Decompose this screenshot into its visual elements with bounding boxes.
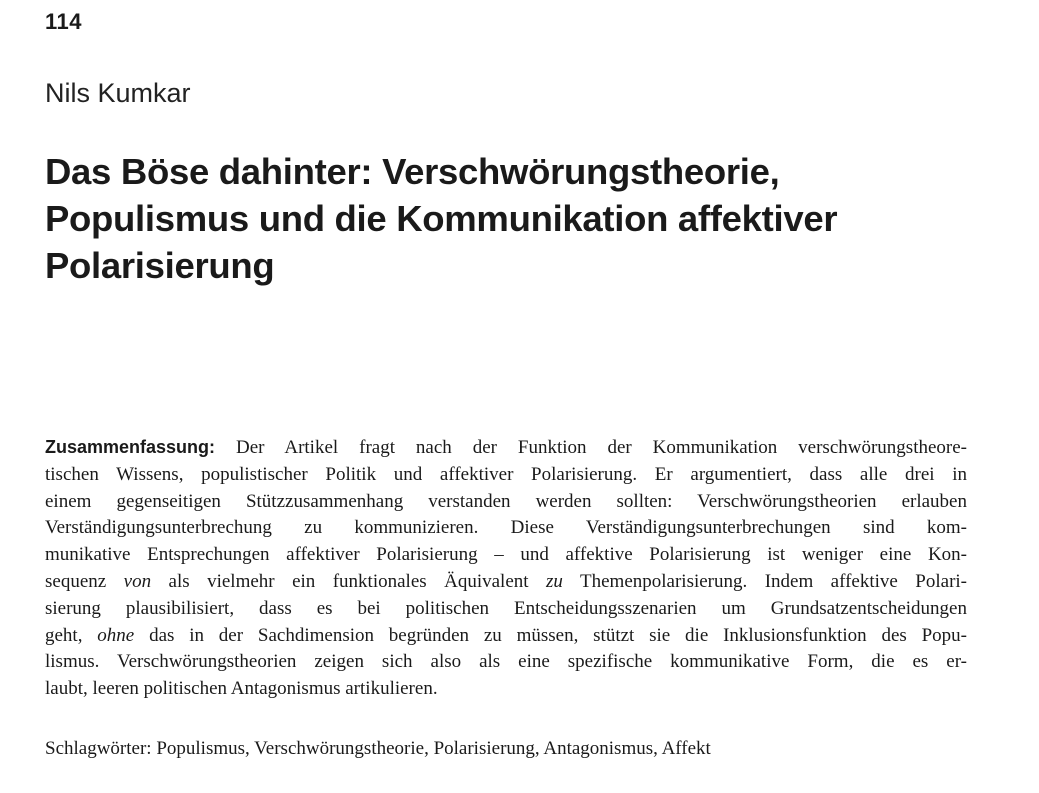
abstract — [45, 434, 967, 703]
abstract-text-1: Der Artikel fragt nach der Funktion der Kommunikation verschwörungstheore- — [235, 437, 967, 458]
abstract-line-6 — [45, 569, 967, 596]
abstract-line-7: sierung plausibilisiert, dass es bei politischen Entscheidungsszenarien um Grundsatzentscheidungen — [45, 597, 967, 619]
abstract-line-1 — [45, 434, 967, 462]
article-title — [45, 148, 1005, 289]
abstract-text-6a: sequenz — [45, 570, 107, 592]
abstract-line-3: einem gegenseitigen Stützzusammenhang verstanden werden sollten: Verschwörungstheorien erlauben — [45, 490, 967, 512]
abstract-text-8a: geht, — [45, 624, 83, 646]
abstract-line-10: laubt, leeren politischen Antagonismus artikulieren. — [45, 678, 438, 700]
abstract-line-4: Verständigungsunterbrechung zu kommunizieren. Diese Verständigungsunterbrechungen sind kom- — [45, 517, 967, 539]
abstract-line-9: lismus. Verschwörungstheorien zeigen sich also als eine spezifische kommunikative Form, die es er- — [45, 651, 967, 673]
page-number: 114 — [45, 9, 82, 34]
abstract-text-6b: als vielmehr ein funktionales Äquivalent — [168, 570, 529, 592]
title-line-2: Populismus und die Kommunikation affektiver — [45, 198, 838, 239]
abstract-line-5: munikative Entsprechungen affektiver Polarisierung – und affektive Polarisierung ist weniger eine Kon- — [45, 544, 967, 566]
author-name: Nils Kumkar — [45, 78, 191, 108]
title-line-3: Polarisierung — [45, 245, 275, 286]
abstract-line-2: tischen Wissens, populistischer Politik und affektiver Polarisierung. Er argumentiert, dass alle drei in — [45, 463, 967, 485]
abstract-text-6c: Themenpolarisierung. Indem affektive Polari- — [580, 570, 968, 592]
keywords: Schlagwörter: Populismus, Verschwörungstheorie, Polarisierung, Antagonismus, Affekt — [45, 738, 711, 759]
title-line-1: Das Böse dahinter: Verschwörungstheorie, — [45, 151, 780, 192]
emphasis-zu: zu — [545, 570, 563, 592]
abstract-text-8b: das in der Sachdimension begründen zu müssen, stützt sie die Inklusionsfunktion des Popu- — [149, 624, 968, 646]
emphasis-von: von — [123, 570, 152, 592]
abstract-label: Zusammenfassung: — [45, 437, 216, 457]
abstract-line-8 — [45, 623, 967, 650]
emphasis-ohne: ohne — [97, 624, 135, 646]
